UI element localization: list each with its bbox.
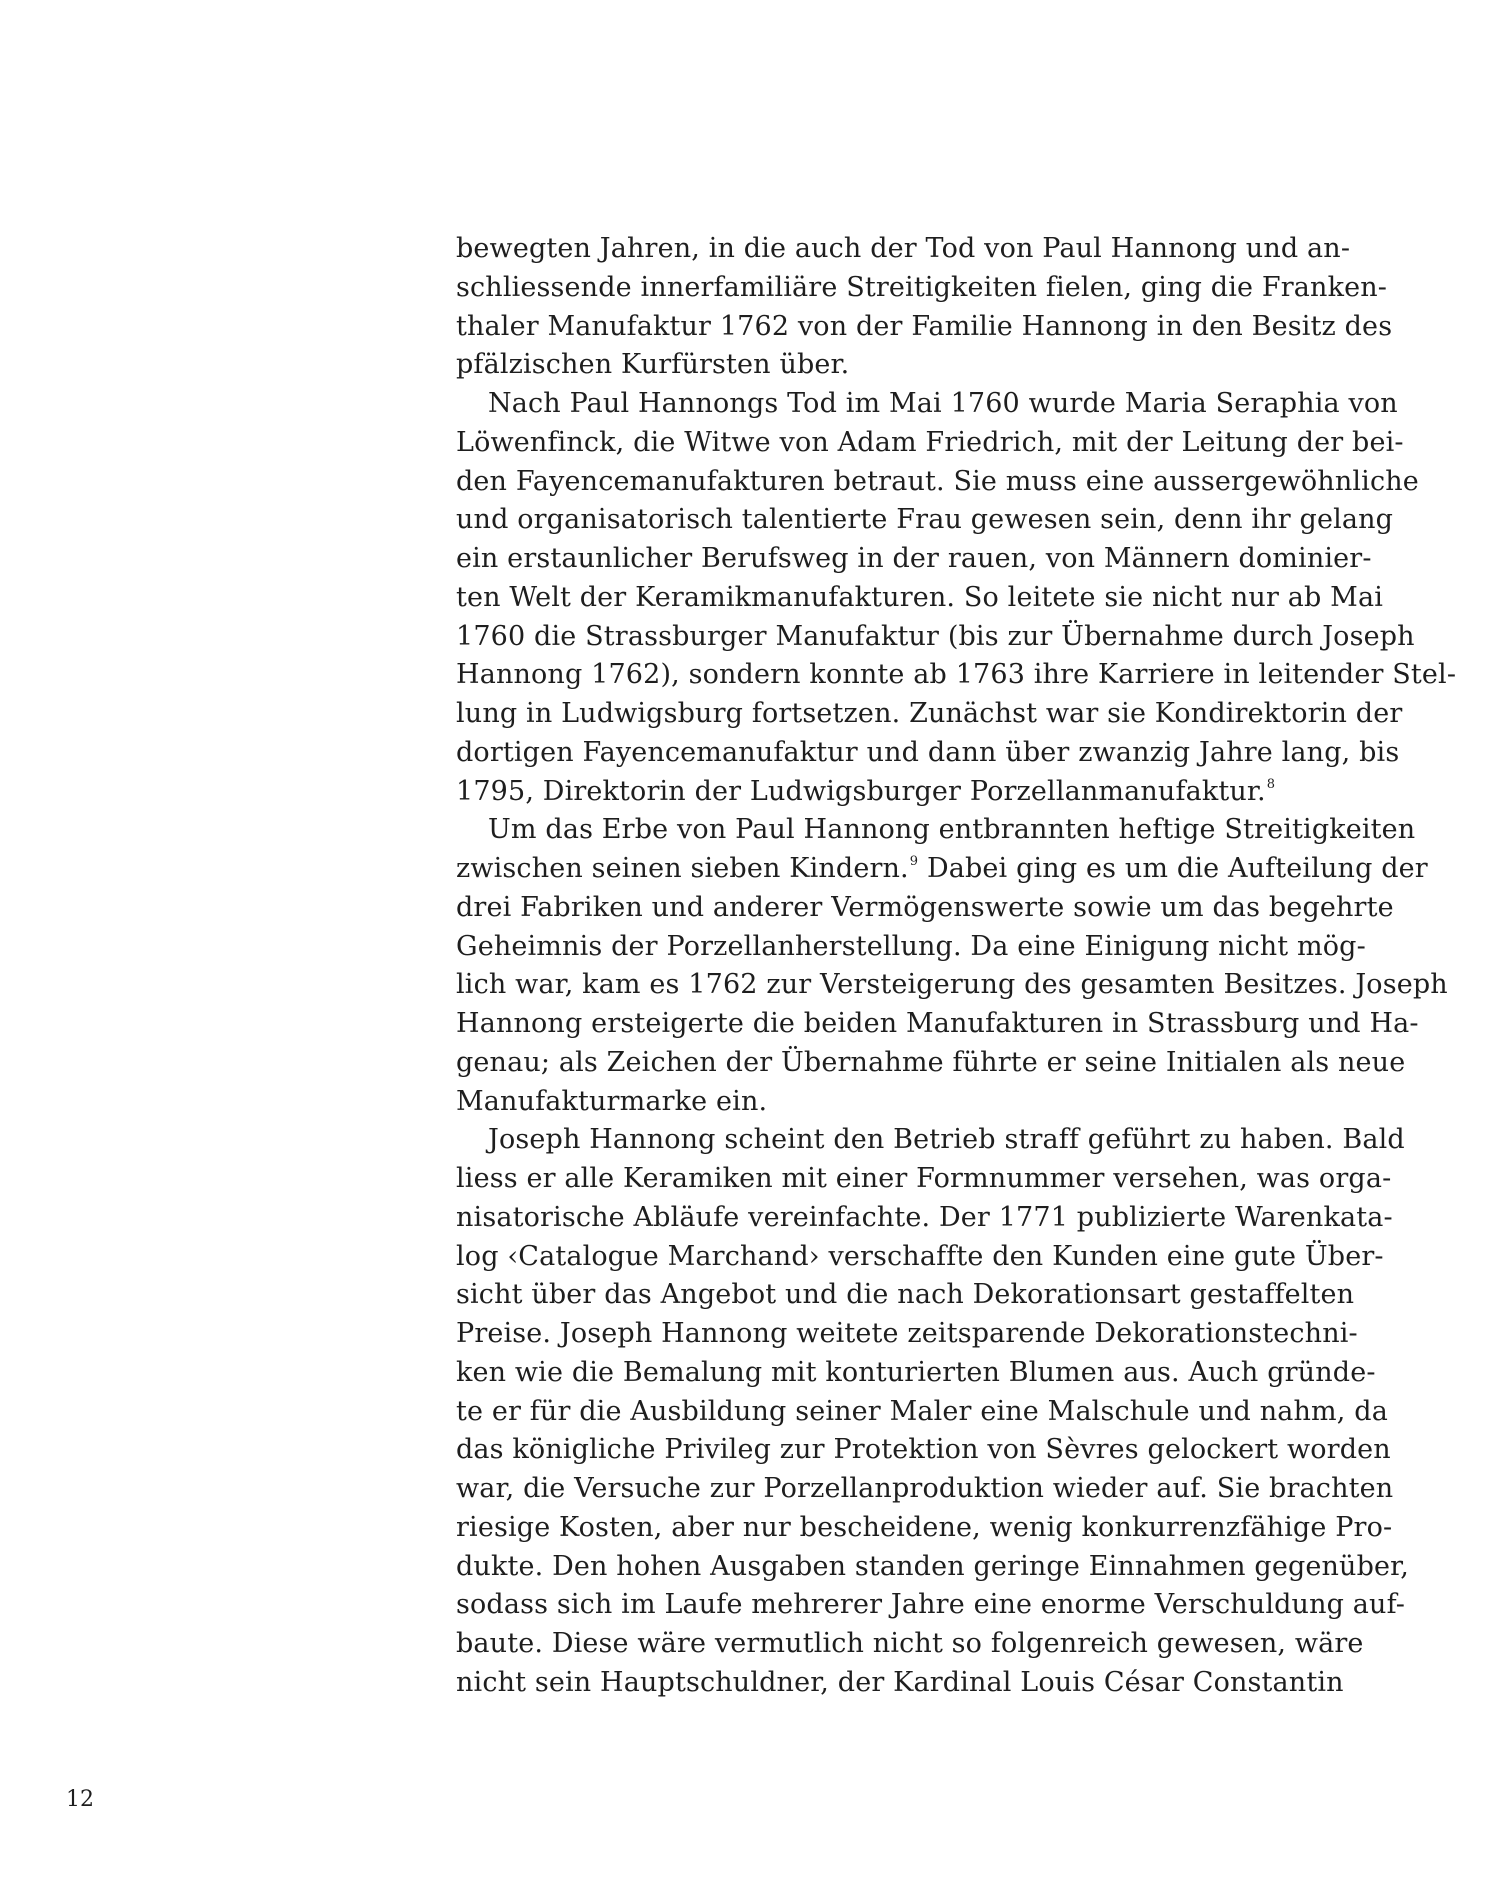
text-line: thaler Manufaktur 1762 von der Familie Hannong in den Besitz des bbox=[456, 310, 1393, 342]
text-line: sicht über das Angebot und die nach Dekorationsart gestaffelten bbox=[456, 1279, 1355, 1311]
text-line: 1760 die Strassburger Manufaktur (bis zur Übernahme durch Joseph bbox=[456, 620, 1415, 652]
text-line: Manufakturmarke ein. bbox=[456, 1085, 768, 1117]
text-line: ten Welt der Keramikmanufakturen. So leitete sie nicht nur ab Mai bbox=[456, 581, 1383, 613]
text-line: dortigen Fayencemanufaktur und dann über zwanzig Jahre lang, bis bbox=[456, 736, 1400, 768]
paragraph bbox=[456, 385, 1457, 811]
text-line: genau; als Zeichen der Übernahme führte er seine Initialen als neue bbox=[456, 1046, 1406, 1078]
text-line: nicht sein Hauptschuldner, der Kardinal Louis César Constantin bbox=[456, 1666, 1344, 1698]
text-line: lich war, kam es 1762 zur Versteigerung des gesamten Besitzes. Joseph bbox=[456, 969, 1448, 1001]
text-line: baute. Diese wäre vermutlich nicht so folgenreich gewesen, wäre bbox=[456, 1628, 1364, 1659]
text-line: ken wie die Bemalung mit konturierten Blumen aus. Auch gründe- bbox=[456, 1356, 1376, 1388]
body-text bbox=[456, 230, 1457, 1703]
text-line: riesige Kosten, aber nur bescheidene, wenig konkurrenzfähige Pro- bbox=[456, 1511, 1393, 1543]
text-line-content: 1795, Direktorin der Ludwigsburger Porzellanmanufaktur. bbox=[456, 775, 1266, 807]
text-line-continuation: Dabei ging es um die Aufteilung der bbox=[918, 853, 1428, 884]
paragraph bbox=[456, 811, 1448, 1121]
text-line: Joseph Hannong scheint den Betrieb straff geführt zu haben. Bald bbox=[488, 1124, 1405, 1156]
text-line: das königliche Privileg zur Protektion von Sèvres gelockert worden bbox=[456, 1434, 1391, 1466]
paragraph bbox=[456, 230, 1393, 385]
paragraph bbox=[456, 1121, 1409, 1702]
text-line: Hannong 1762), sondern konnte ab 1763 ihre Karriere in leitender Stel- bbox=[456, 659, 1457, 691]
text-line bbox=[456, 773, 1318, 812]
text-line: Um das Erbe von Paul Hannong entbrannten heftige Streitigkeiten bbox=[488, 814, 1416, 846]
text-line: Preise. Joseph Hannong weitete zeitsparende Dekorationstechni- bbox=[456, 1318, 1358, 1349]
text-line: Löwenfinck, die Witwe von Adam Friedrich, mit der Leitung der bei- bbox=[456, 426, 1404, 458]
footnote-mark: 8 bbox=[1266, 776, 1276, 792]
text-line: schliessende innerfamiliäre Streitigkeiten fielen, ging die Franken- bbox=[456, 271, 1388, 303]
text-line: Geheimnis der Porzellanherstellung. Da eine Einigung nicht mög- bbox=[456, 930, 1366, 962]
text-line-content: zwischen seinen sieben Kindern. bbox=[456, 853, 909, 884]
text-line: und organisatorisch talentierte Frau gewesen sein, denn ihr gelang bbox=[456, 504, 1394, 536]
text-line: Hannong ersteigerte die beiden Manufakturen in Strassburg und Ha- bbox=[456, 1008, 1419, 1039]
text-line: dukte. Den hohen Ausgaben standen geringe Einnahmen gegenüber, bbox=[456, 1550, 1409, 1582]
page-number: 12 bbox=[66, 1787, 94, 1812]
text-line: nisatorische Abläufe vereinfachte. Der 1771 publizierte Warenkata- bbox=[456, 1201, 1393, 1233]
text-line: sodass sich im Laufe mehrerer Jahre eine enorme Verschuldung auf- bbox=[456, 1589, 1406, 1621]
text-line: liess er alle Keramiken mit einer Formnummer versehen, was orga- bbox=[456, 1163, 1392, 1194]
text-line: te er für die Ausbildung seiner Maler eine Malschule und nahm, da bbox=[456, 1395, 1388, 1427]
text-line: ein erstaunlicher Berufsweg in der rauen, von Männern dominier- bbox=[456, 543, 1372, 574]
text-line: war, die Versuche zur Porzellanproduktion wieder auf. Sie brachten bbox=[456, 1473, 1394, 1504]
footnote-mark: 9 bbox=[909, 854, 919, 869]
text-line bbox=[456, 850, 1428, 889]
text-line: bewegten Jahren, in die auch der Tod von Paul Hannong und an- bbox=[456, 233, 1351, 264]
text-line: drei Fabriken und anderer Vermögenswerte sowie um das begehrte bbox=[456, 891, 1394, 923]
text-line: pfälzischen Kurfürsten über. bbox=[456, 349, 850, 381]
text-line: lung in Ludwigsburg fortsetzen. Zunächst war sie Kondirektorin der bbox=[456, 698, 1403, 729]
text-line: Nach Paul Hannongs Tod im Mai 1760 wurde Maria Seraphia von bbox=[488, 388, 1398, 419]
text-line: den Fayencemanufakturen betraut. Sie muss eine aussergewöhnliche bbox=[456, 465, 1419, 497]
text-line: log ‹Catalogue Marchand› verschaffte den Kunden eine gute Über- bbox=[456, 1240, 1384, 1272]
